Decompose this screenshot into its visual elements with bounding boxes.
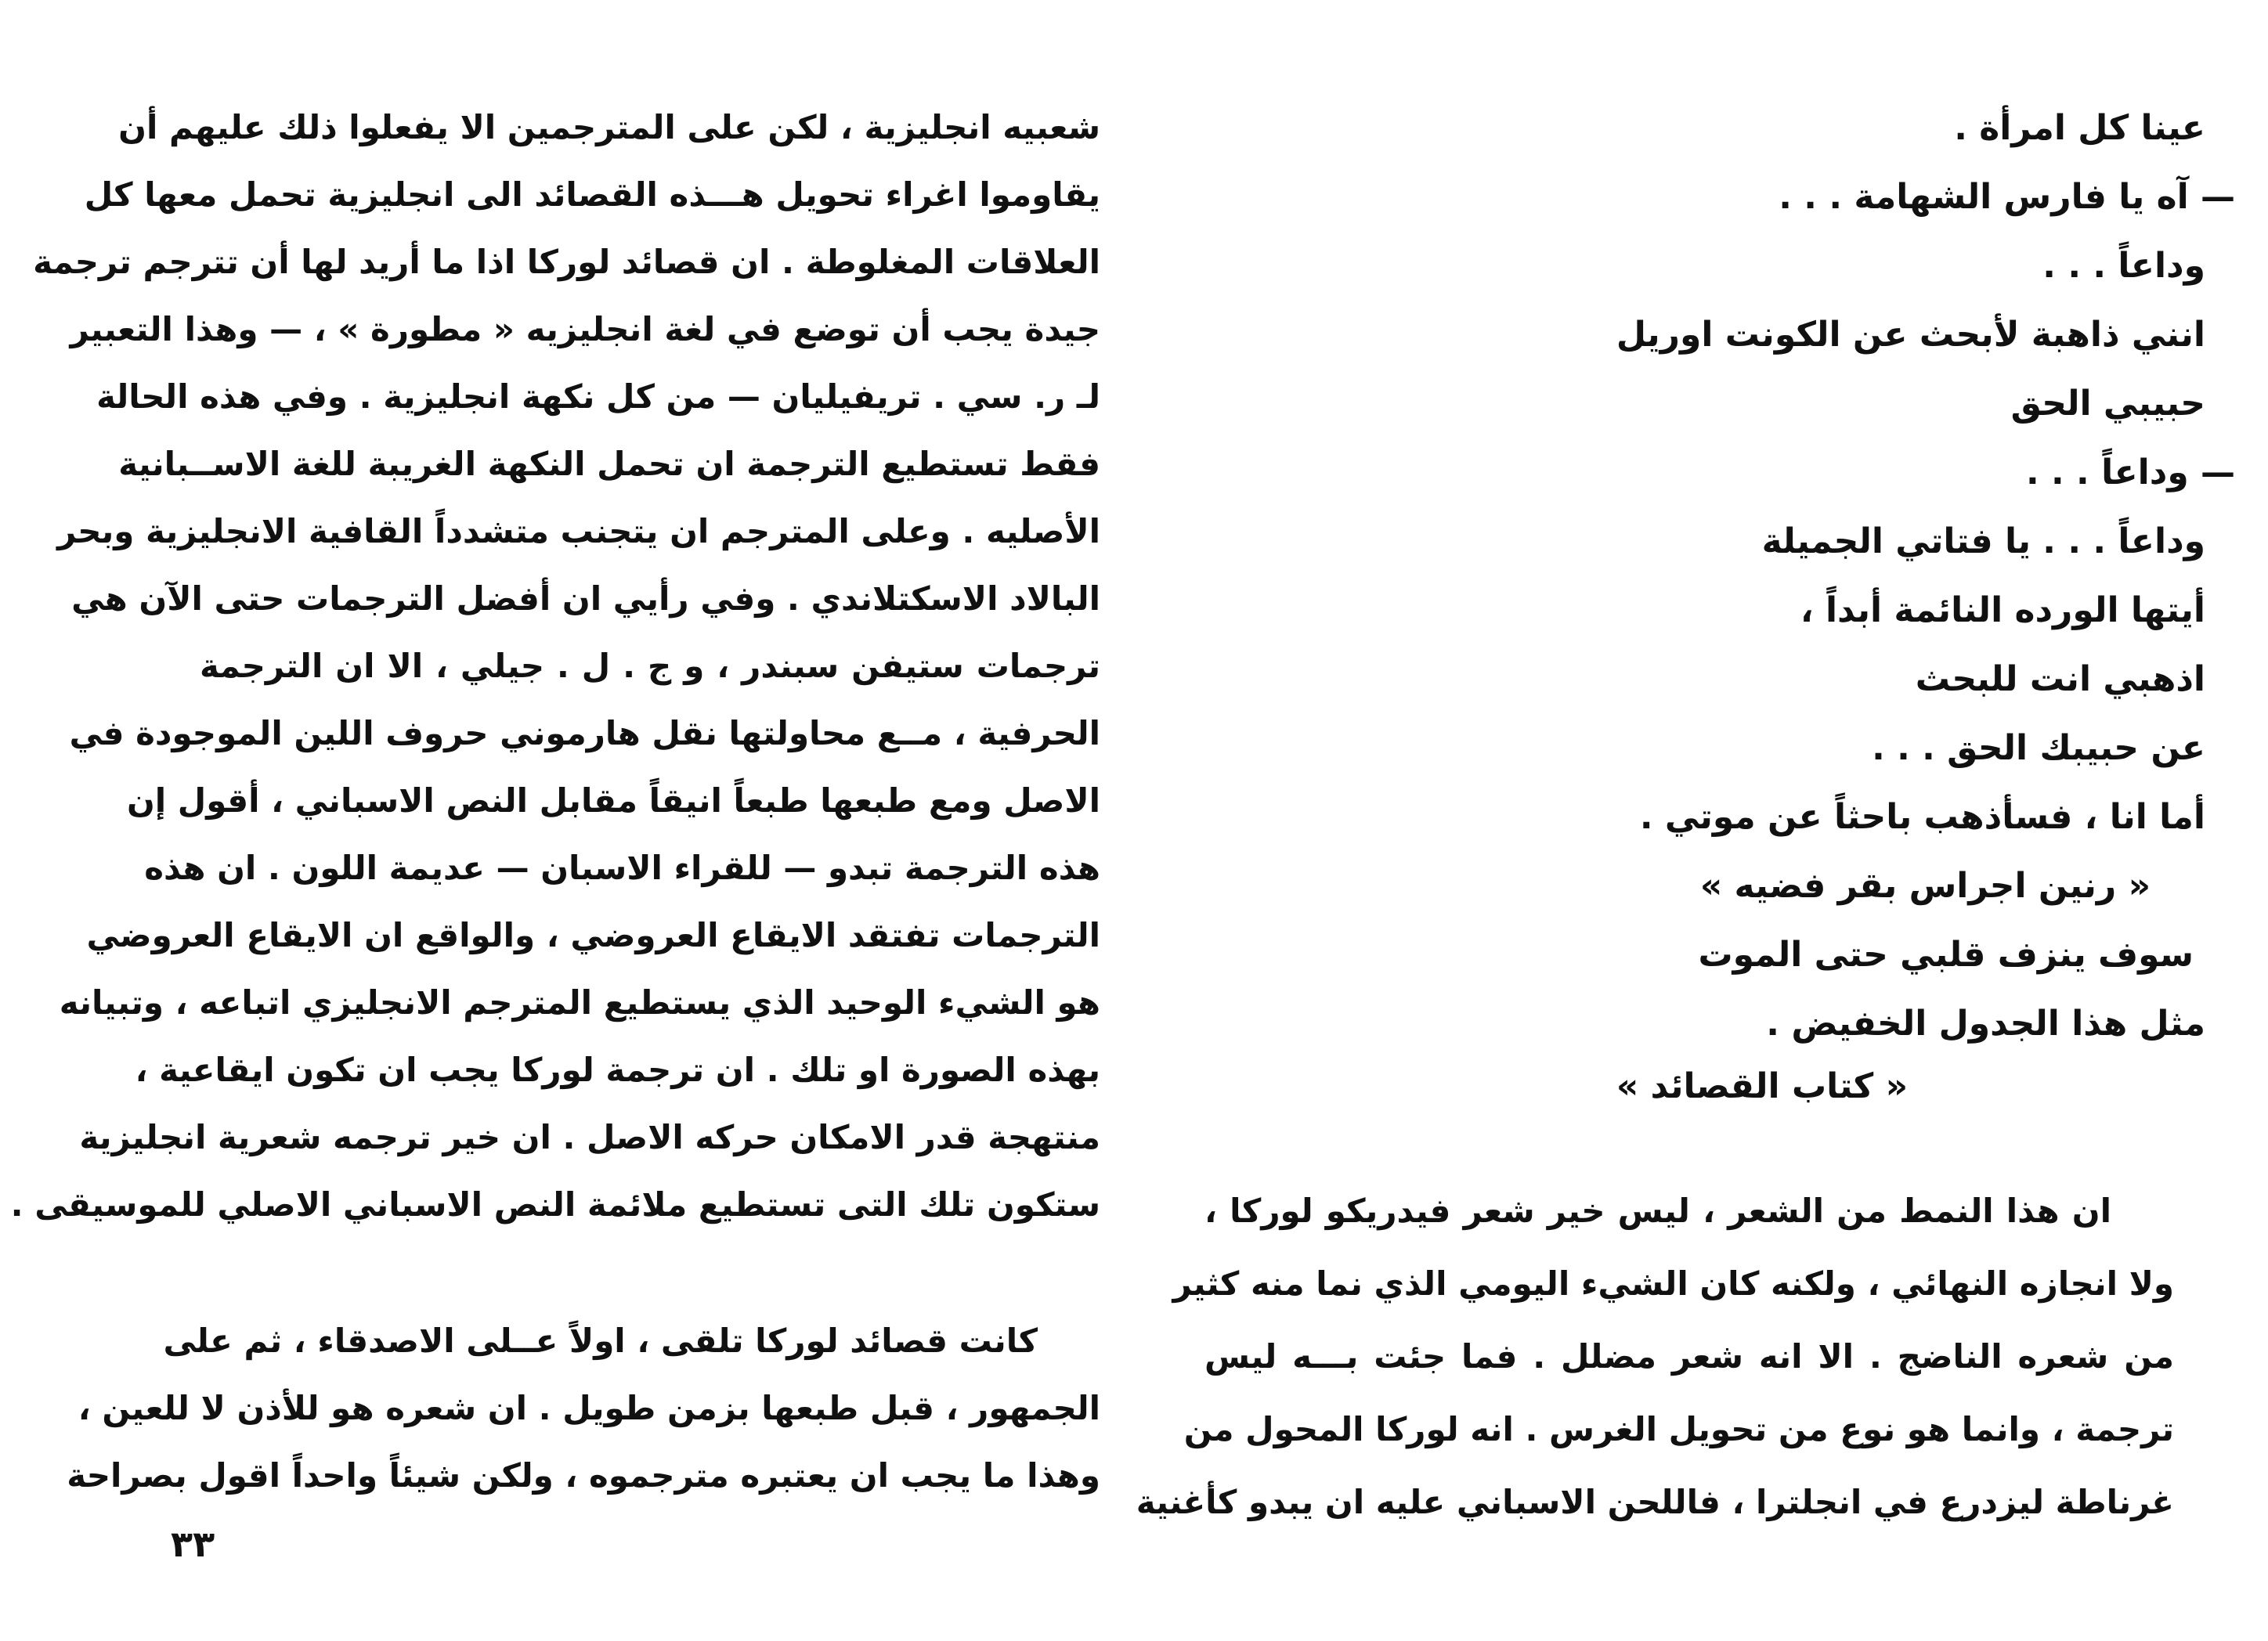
poem-line: حبيبي الحق	[2010, 384, 2205, 424]
text-line: من شعره الناضج . الا انه شعر مضلل . فما جئت بـــه ليس	[1204, 1337, 2174, 1376]
poem-line: — آه يا فارس الشهامة . . .	[1779, 177, 2235, 217]
left-paragraph-2	[67, 1307, 1100, 1509]
text-line: الحرفية ، مــع محاولتها نقل هارموني حروف اللين الموجودة في	[69, 714, 1100, 752]
text-line: لـ ر. سي . تريفيليان — من كل نكهة انجليزية . وفي هذه الحالة	[96, 377, 1100, 416]
poem-line: انني ذاهبة لأبحث عن الكونت اوريل	[1616, 315, 2205, 355]
poem-line: اذهبي انت للبحث	[1915, 659, 2205, 699]
text-line: هذه الترجمة تبدو — للقراء الاسبان — عديمة اللون . ان هذه	[144, 849, 1100, 887]
right-paragraph	[1136, 1174, 2174, 1538]
text-line: جيدة يجب أن توضع في لغة انجليزيه « مطورة » ، — وهذا التعبير	[70, 310, 1100, 348]
text-line: ترجمة ، وانما هو نوع من تحويل الغرس . انه لوركا المحول من	[1183, 1410, 2174, 1448]
poem-source-title: « كتاب القصائد »	[1616, 1066, 1908, 1106]
text-line: العلاقات المغلوطة . ان قصائد لوركا اذا ما أريد لها أن تترجم ترجمة	[33, 243, 1100, 281]
poem-line: مثل هذا الجدول الخفيض .	[1766, 1004, 2205, 1044]
text-line: الأصليه . وعلى المترجم ان يتجنب متشدداً القافية الانجليزية وبحر	[57, 512, 1100, 550]
poem-line: أيتها الورده النائمة أبداً ،	[1800, 590, 2205, 630]
poem-line: — وداعاً . . .	[2025, 453, 2235, 492]
poem-line: عن حبيبك الحق . . .	[1872, 728, 2205, 768]
text-line: الترجمات تفتقد الايقاع العروضي ، والواقع ان الايقاع العروضي	[86, 916, 1100, 954]
text-line: ستكون تلك التى تستطيع ملائمة النص الاسباني الاصلي للموسيقى .	[10, 1185, 1100, 1224]
text-line: بهذه الصورة او تلك . ان ترجمة لوركا يجب ان تكون ايقاعية ،	[135, 1051, 1100, 1089]
text-line: فقط تستطيع الترجمة ان تحمل النكهة الغريبة للغة الاســبانية	[118, 445, 1100, 483]
poem-line: عينا كل امرأة .	[1954, 108, 2205, 148]
text-line: منتهجة قدر الامكان حركه الاصل . ان خير ترجمه شعرية انجليزية	[79, 1118, 1100, 1156]
poem-line: وداعاً . . .	[2042, 246, 2205, 286]
text-line: يقاوموا اغراء تحويل هـــذه القصائد الى انجليزية تحمل معها كل	[84, 175, 1100, 214]
text-line: غرناطة ليزدرع في انجلترا ، فاللحن الاسباني عليه ان يبدو كأغنية	[1136, 1483, 2174, 1521]
poem-line: أما انا ، فسأذهب باحثاً عن موتي .	[1639, 797, 2205, 837]
text-line: البالاد الاسكتلاندي . وفي رأيي ان أفضل الترجمات حتى الآن هي	[71, 579, 1100, 618]
text-line: كانت قصائد لوركا تلقى ، اولاً عــلى الاصدقاء ، ثم على	[163, 1322, 1038, 1360]
poem-line: وداعاً . . . يا فتاتي الجميلة	[1761, 521, 2205, 561]
page-number: ٣٣	[171, 1523, 215, 1565]
text-line: هو الشيء الوحيد الذي يستطيع المترجم الانجليزي اتباعه ، وتبيانه	[59, 983, 1100, 1022]
text-line: ان هذا النمط من الشعر ، ليس خير شعر فيدريكو لوركا ،	[1204, 1192, 2111, 1230]
poem-line: « رنين اجراس بقر فضيه »	[1699, 866, 2151, 906]
text-line: الاصل ومع طبعها طبعاً انيقاً مقابل النص الاسباني ، أقول إن	[126, 781, 1100, 820]
right-page	[1134, 0, 2268, 1641]
text-line: الجمهور ، قبل طبعها بزمن طويل . ان شعره هو للأذن لا للعين ،	[78, 1389, 1100, 1427]
text-line: ولا انجازه النهائي ، ولكنه كان الشيء اليومي الذي نما منه كثير	[1172, 1264, 2174, 1303]
poem-block	[1344, 94, 2235, 1059]
text-line: شعبيه انجليزية ، لكن على المترجمين الا يفعلوا ذلك عليهم أن	[118, 108, 1100, 146]
text-line: وهذا ما يجب ان يعتبره مترجموه ، ولكن شيئاً واحداً اقول بصراحة	[67, 1456, 1100, 1495]
poem-line: سوف ينزف قلبي حتى الموت	[1698, 935, 2194, 975]
text-line: ترجمات ستيفن سبندر ، و ج . ل . جيلي ، الا ان الترجمة	[200, 647, 1100, 685]
left-paragraph-1	[10, 94, 1100, 1239]
